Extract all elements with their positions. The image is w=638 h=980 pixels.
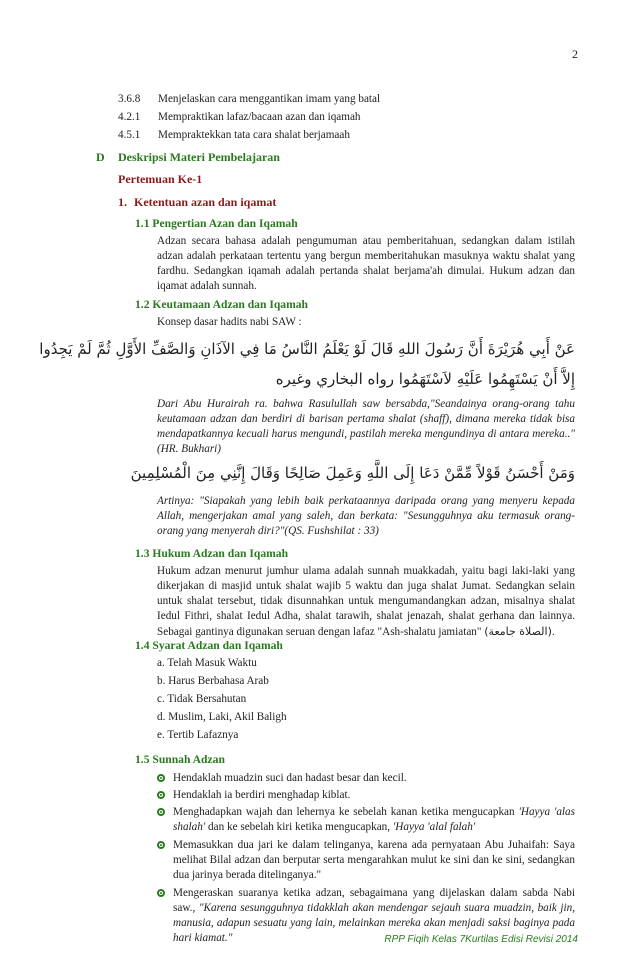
bullet-icon <box>157 841 165 849</box>
bullet-icon <box>157 808 165 816</box>
arabic-hadith-line-2: إِلاَّ أَنْ يَسْتَهِمُوا عَلَيْهِ لاَسْتَهَمُوا رواه البخاري وغيره <box>275 370 575 388</box>
section-title: Deskripsi Materi Pembelajaran <box>118 150 280 164</box>
bullet-text-part: dan ke sebelah kiri ketika mengucapkan, <box>205 821 393 833</box>
list-item: c. Tidak Bersahutan <box>157 693 247 705</box>
paragraph-hukum-text: Hukum adzan menurut jumhur ulama adalah sunnah muakkadah, yaitu bagi laki-laki yang dikerjakan di masjid untuk shalat wajib 5 waktu dan juga shalat Jumat. Sedangkan selain untuk shalat tersebut, tidak disunnahkan untuk mengumandangkan adzan, misalnya shalat Iedul Fithri, shalat Iedul Adha, shalat tarawih, shalat jenazah, shalat gerhana dan lainnya. Sebagai gantinya digunakan seruan dengan lafaz "Ash-shalatu jamiatan" <box>157 565 575 638</box>
bullet-item <box>157 838 575 883</box>
objective-row <box>118 92 380 107</box>
objective-text: Menjelaskan cara menggantikan imam yang batal <box>158 93 381 105</box>
bullet-text-part: Menghadapkan wajah dan lehernya ke sebelah kanan ketika mengucapkan <box>173 806 519 818</box>
hadith-translation: Dari Abu Hurairah ra. bahwa Rasulullah saw bersabda,"Seandainya orang-orang tahu keutamaan adzan dan berdiri di barisan pertama shalat (shaff), dimana mereka tidak bisa mendapatkannya kecuali harus mengundi, pastilah mereka mengundinya di antara mereka.."(HR. Bukhari) <box>157 398 575 455</box>
topic-title: Ketentuan azan dan iqamat <box>134 195 277 209</box>
paragraph-hukum <box>157 564 575 640</box>
bullet-text <box>173 805 575 835</box>
bullet-text: Hendaklah muadzin suci dan hadast besar dan kecil. <box>173 772 407 784</box>
page-number: 2 <box>572 47 578 61</box>
section-letter: D <box>96 150 105 164</box>
subsection-heading-1-5: 1.5 Sunnah Adzan <box>135 753 225 766</box>
bullet-item <box>157 805 575 835</box>
paragraph-hukum-end: . <box>551 626 555 638</box>
bullet-icon <box>157 889 165 897</box>
list-item: e. Tertib Lafaznya <box>157 729 239 741</box>
paragraph-definition: Adzan secara bahasa adalah pengumuman atau pemberitahuan, sedangkan dalam istilah adzan adalah perkataan tertentu yang bergun memberitahukan masuknya waktu shalat yang fardhu. Sedangkan iqamah adalah pertanda shalat berjama'ah dimulai. Hukum adzan dan iqamat adalah sunnah. <box>157 235 575 292</box>
list-item: a. Telah Masuk Waktu <box>157 657 257 669</box>
verse-translation: Artinya: "Siapakah yang lebih baik perkataannya daripada orang yang menyeru kepada Allah, mengerjakan amal yang saleh, dan berkata: "Sesungguhnya aku termasuk orang-orang yang menyerah diri?"(QS. Fushshilat : 33) <box>157 495 575 537</box>
subsection-heading-1-2: 1.2 Keutamaan Adzan dan Iqamah <box>135 298 308 311</box>
arabic-hadith-line-1: عَنْ أَبِي هُرَيْرَةَ أَنَّ رَسُولَ اللهِ قَالَ لَوْ يَعْلَمُ النَّاسُ مَا فِي الآذَانِ وَالصَّفِّ الأَوَّلِ ثُمَّ لَمْ يَجِدُوا <box>39 340 575 358</box>
arabic-quran-verse: وَمَنْ أَحْسَنُ قَوْلاً مِّمَّنْ دَعَا إِلَى اللَّهِ وَعَمِلَ صَالِحًا وَقَالَ إِنَّنِي مِنَ الْمُسْلِمِينَ <box>130 464 575 482</box>
objective-row <box>118 128 350 143</box>
bullet-text-part: Mengeraskan suaranya ketika adzan, sebagaimana yang dijelaskan dalam sabda Nabi saw., <box>173 887 575 914</box>
topic-number: 1. <box>118 195 127 209</box>
bullet-text-italic: "Karena sesungguhnya tidakklah akan mendengar sejauh suara muadzin, baik jin, manusia, adapun sesuatu yang lain, melainkan mereka akan menjadi saksi baginya pada hari kiamat." <box>173 902 576 944</box>
bullet-icon <box>157 774 165 782</box>
subsection-heading-1-4: 1.4 Syarat Adzan dan Iqamah <box>135 639 283 652</box>
hadith-intro: Konsep dasar hadits nabi SAW : <box>157 316 302 328</box>
topic-heading <box>118 195 276 210</box>
bullet-text: Memasukkan dua jari ke dalam telinganya, karena ada pernyataan Abu Juhaifah: Saya melihat Bilal adzan dan berputar serta mengarahkan mulut ke sini dan ke sini, sedangkan dua jarinya berada ditelinganya." <box>173 839 575 881</box>
arabic-inline-phrase: (الصلاة جامعة) <box>484 625 552 638</box>
list-item: d. Muslim, Laki, Akil Baligh <box>157 711 287 723</box>
list-item: b. Harus Berbahasa Arab <box>157 675 269 687</box>
objective-row <box>118 110 361 125</box>
bullet-text-italic: 'Hayya 'alas shalah' <box>173 806 575 833</box>
subsection-heading-1-1: 1.1 Pengertian Azan dan Iqamah <box>135 217 298 230</box>
objective-code: 4.5.1 <box>118 129 141 141</box>
objective-text: Mempraktekkan tata cara shalat berjamaah <box>158 129 350 141</box>
bullet-item <box>157 788 575 803</box>
bullet-text-italic: 'Hayya 'alal falah' <box>392 821 476 833</box>
bullet-item <box>157 771 575 786</box>
bullet-icon <box>157 791 165 799</box>
objective-text: Mempraktikan lafaz/bacaan azan dan iqamah <box>158 111 361 123</box>
bullet-text: Hendaklah ia berdiri menghadap kiblat. <box>173 789 351 801</box>
subsection-heading-1-3: 1.3 Hukum Adzan dan Iqamah <box>135 547 289 560</box>
page-footer: RPP Fiqih Kelas 7Kurtilas Edisi Revisi 2014 <box>384 934 578 945</box>
meeting-heading: Pertemuan Ke-1 <box>118 172 203 186</box>
objective-code: 4.2.1 <box>118 111 141 123</box>
objective-code: 3.6.8 <box>118 93 141 105</box>
